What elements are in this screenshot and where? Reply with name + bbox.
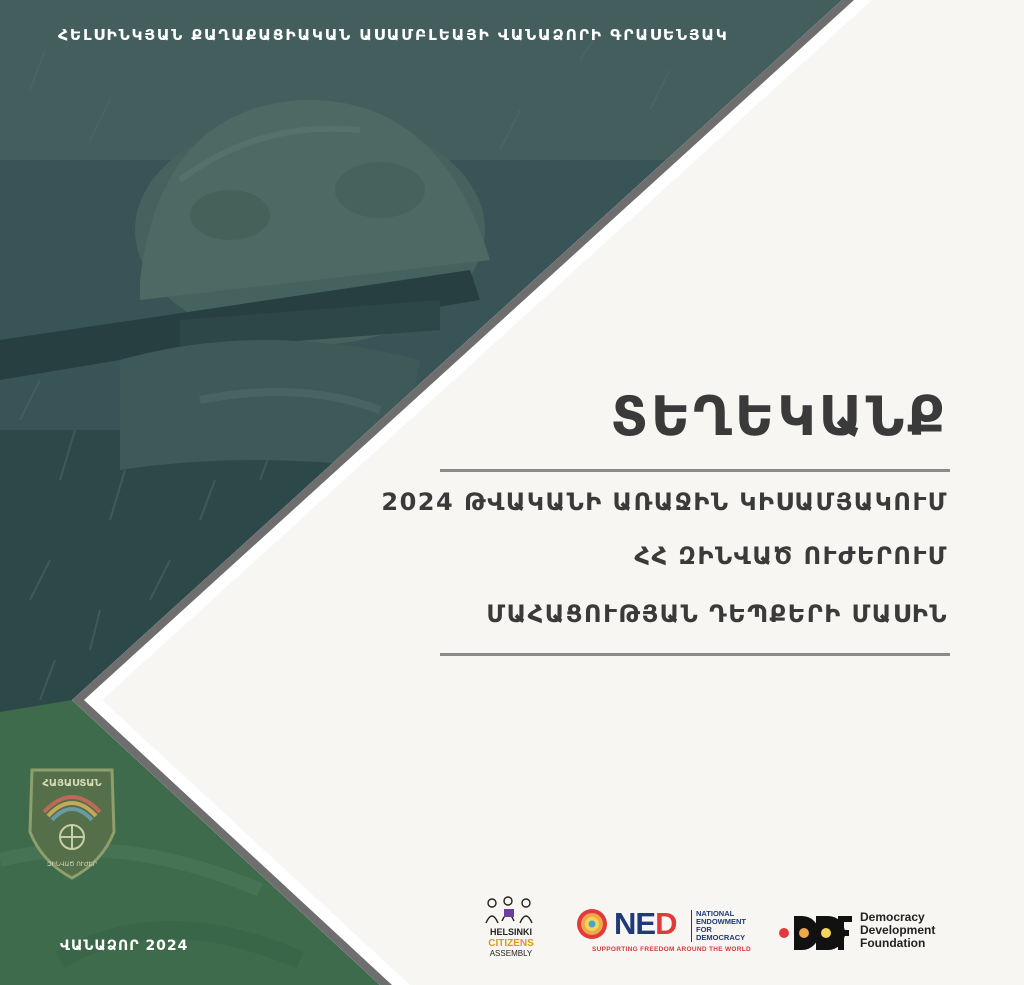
ned-wordmark: NED — [614, 906, 677, 941]
hca-line2: CITIZENS — [488, 938, 534, 949]
emblem-top-text: ՀԱՅԱՍՏԱՆ — [42, 778, 102, 789]
ddf-line1: Democracy — [860, 910, 925, 924]
title-divider-bottom — [440, 653, 950, 656]
ddf-wordmark — [860, 911, 935, 950]
ddf-logo-icon — [776, 912, 852, 954]
ned-full-name: NATIONAL ENDOWMENT FOR DEMOCRACY — [691, 910, 746, 942]
armed-forces-emblem-icon — [22, 762, 122, 882]
publication-date: ՎԱՆԱՁՈՐ 2024 — [60, 938, 189, 954]
title-divider-top — [440, 469, 950, 472]
subtitle-line-2: ՀՀ ԶԻՆՎԱԾ ՈՒԺԵՐՈՒՄ — [634, 542, 948, 570]
hca-line1: HELSINKI — [489, 927, 533, 937]
subtitle-line-1: 2024 ԹՎԱԿԱՆԻ ԱՌԱՋԻՆ ԿԻՍԱՄՅԱԿՈՒՄ — [381, 488, 948, 516]
document-title: ՏԵՂԵԿԱՆՔ — [610, 385, 948, 448]
emblem-bottom-text: ԶԻՆՎԱԾ ՈՒԺԵՐ — [46, 861, 98, 868]
ned-tagline: SUPPORTING FREEDOM AROUND THE WORLD — [592, 946, 752, 953]
ddf-line3: Foundation — [860, 936, 926, 950]
ddf-line2: Development — [860, 923, 936, 937]
helsinki-citizens-assembly-logo — [478, 893, 544, 959]
organization-header: ՀԵԼՍԻՆԿՅԱՆ ՔԱՂԱՔԱՑԻԱԿԱՆ ԱՍԱՄԲԼԵԱՅԻ ՎԱՆԱՁՈՐԻ ԳՐԱՍԵՆՅԱԿ — [58, 26, 729, 44]
subtitle-line-3: ՄԱՀԱՑՈՒԹՅԱՆ ԴԵՊՔԵՐԻ ՄԱՍԻՆ — [486, 600, 948, 628]
hca-line3: ASSEMBLY — [489, 949, 533, 958]
